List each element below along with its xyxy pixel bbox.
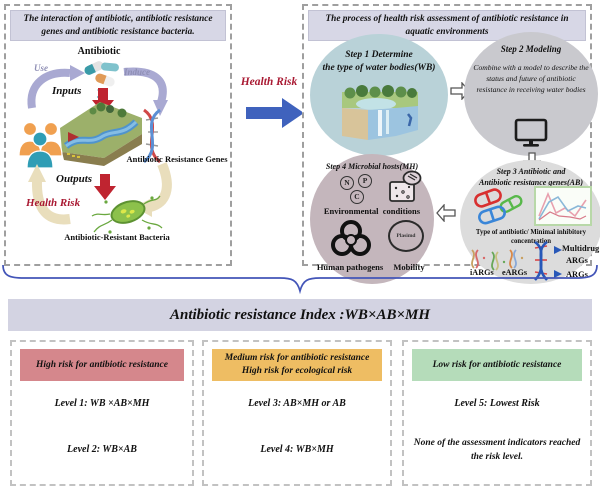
- human-pathogens-label: Human pathogens: [316, 262, 384, 272]
- eargs-label: eARGs: [502, 268, 528, 277]
- medium-risk-header-line1: Medium risk for antibiotic resistance: [224, 353, 370, 364]
- medium-risk-box: [202, 340, 392, 486]
- computer-monitor-icon: [514, 118, 548, 148]
- mini-line-chart-icon: [534, 186, 592, 226]
- step3-to-step4-arrow-icon: [436, 204, 456, 222]
- phosphorus-badge: P: [358, 174, 372, 188]
- high-risk-box: [10, 340, 194, 486]
- low-risk-header: [412, 349, 582, 381]
- low-risk-header-line1: Low risk for antibiotic resistance: [432, 359, 562, 370]
- antibiotic-resistant-bacteria-label: Antibiotic-Resistant Bacteria: [64, 232, 170, 242]
- level-4-label: Level 4: WB×MH: [260, 444, 334, 455]
- people-group-icon: [19, 123, 62, 169]
- inputs-label: Inputs: [52, 85, 82, 97]
- step3-title-line1: Step 3 Antibiotic and: [496, 167, 566, 176]
- water-body-3d-icon: [338, 84, 422, 140]
- antibiotic-resistance-index-bar: Antibiotic resistance Index :WB×AB×MH: [8, 299, 592, 331]
- antibiotic-capsules-icon: [470, 188, 526, 226]
- step1-title-line2: the type of water bodies(WB): [322, 63, 436, 73]
- args-label: ARGs: [566, 270, 588, 279]
- soil-sample-icon: [388, 170, 422, 204]
- health-risk-connector-label: Health Risk: [240, 76, 298, 88]
- multidrug-label-line1: Multidrug: [562, 244, 600, 253]
- environmental-conditions-label: Environmental conditions: [323, 206, 421, 216]
- biohazard-icon: [328, 218, 374, 258]
- induce-label: Induce: [124, 67, 151, 77]
- brace-connector: [0, 263, 600, 296]
- outputs-label: Outputs: [56, 173, 93, 185]
- level-1-label: Level 1: WB ×AB×MH: [54, 398, 150, 409]
- level-3-label: Level 3: AB×MH or AB: [248, 398, 346, 409]
- level-5-label: Level 5: Lowest Risk: [454, 398, 540, 409]
- right-panel-title: The process of health risk assessment of antibiotic resistance in aquatic environments: [308, 10, 586, 41]
- step1-circle: [310, 34, 448, 156]
- multidrug-label-line2: ARGs: [566, 256, 588, 265]
- left-panel-graphics: [6, 6, 230, 264]
- mobility-label: Mobility: [393, 262, 425, 272]
- iargs-label: iARGs: [470, 268, 494, 277]
- right-panel: [302, 4, 600, 279]
- step2-body: Combine with a model to describe the status and future of antibiotic resistance in receiving water bodies: [473, 63, 589, 94]
- antibiotic-label: Antibiotic: [77, 46, 121, 57]
- level-2-label: Level 2: WB×AB: [67, 444, 137, 455]
- use-label: Use: [34, 63, 48, 73]
- step2-circle: [464, 32, 598, 156]
- antibiotic-resistance-genes-label: Antibiotic Resistance Genes: [126, 154, 228, 164]
- left-panel: [4, 4, 232, 266]
- induce-arrow-icon: [124, 72, 168, 116]
- high-risk-header-line1: High risk for antibiotic resistance: [36, 359, 168, 370]
- medium-risk-header-line2: High risk for ecological risk: [241, 366, 353, 376]
- step3-title-line2: Antibiotic resistance genes(AB): [479, 178, 583, 187]
- medium-risk-header: [212, 349, 382, 381]
- health-risk-left-label: Health Risk: [26, 197, 81, 209]
- nitrogen-badge: N: [340, 176, 354, 190]
- high-risk-header: [20, 349, 184, 381]
- step4-title: Step 4 Microbial hosts(MH): [325, 162, 419, 171]
- low-risk-box: [402, 340, 592, 486]
- step2-title: Step 2 Modeling: [500, 44, 562, 54]
- left-panel-title: The interaction of antibiotic, antibiotic resistance genes and antibiotic resistance bacteria.: [10, 10, 226, 41]
- step3-type-label: Type of antibiotic/ Minimal inhibitory concentration: [475, 229, 587, 246]
- carbon-badge: C: [350, 190, 364, 204]
- plasmid-circle-icon: Plasimd: [388, 220, 424, 252]
- step1-title-line1: Step 1 Determine: [345, 50, 413, 60]
- level-5-note: None of the assessment indicators reached the risk level.: [413, 438, 581, 463]
- health-risk-arrow-icon: [246, 96, 306, 130]
